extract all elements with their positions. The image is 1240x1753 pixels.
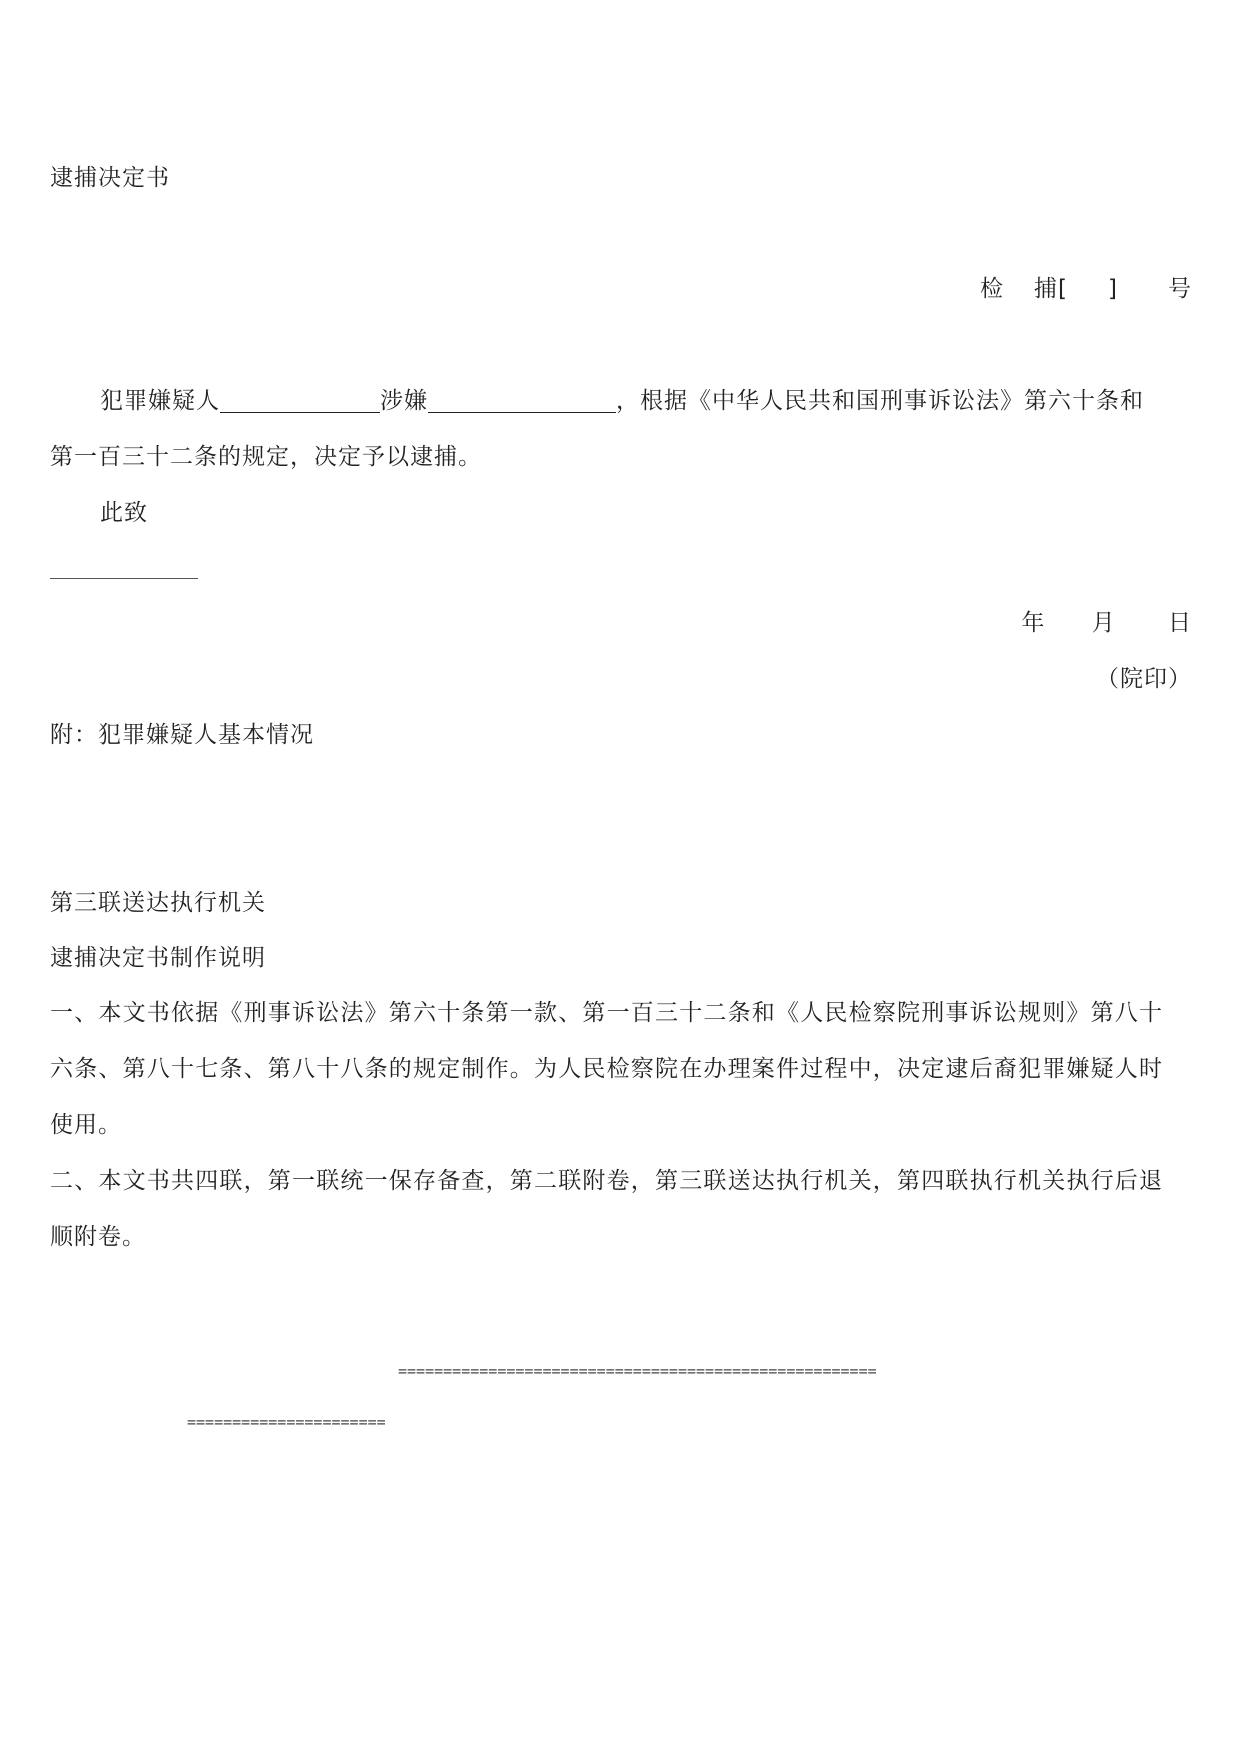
separator-line-2: ====================== [187, 1413, 386, 1431]
suspect-label: 犯罪嫌疑人 [100, 388, 220, 414]
attachment-note: 附：犯罪嫌疑人基本情况 [50, 722, 314, 748]
instruction-item2-line2: 顺附卷。 [50, 1224, 146, 1250]
doc-number-bracket-close: ] [1108, 276, 1118, 302]
separator-line-1: ===================================================== [398, 1362, 877, 1380]
recipient-blank-line [50, 578, 198, 579]
date-line [1021, 612, 1192, 635]
suspect-name-blank [220, 390, 380, 413]
law-text: ，根据《中华人民共和国刑事诉讼法》第六十条和 [616, 388, 1144, 414]
doc-number-prefix: 检 [980, 276, 1005, 302]
charge-blank [428, 390, 616, 413]
doc-number-suffix: 号 [1168, 276, 1192, 302]
date-day: 日 [1168, 610, 1192, 636]
suspected-label: 涉嫌 [380, 388, 428, 414]
instruction-item1-line2: 六条、第八十七条、第八十八条的规定制作。为人民检察院在办理案件过程中，决定逮后裔犯罪嫌疑人时 [50, 1056, 1164, 1082]
document-number [980, 278, 1192, 301]
body-paragraph-line2: 第一百三十二条的规定，决定予以逮捕。 [50, 444, 482, 470]
instructions-title: 逮捕决定书制作说明 [50, 945, 266, 971]
body-paragraph-line1 [100, 390, 1144, 413]
instruction-item1-line3: 使用。 [50, 1112, 122, 1138]
copy-note: 第三联送达执行机关 [50, 890, 266, 916]
date-year: 年 [1021, 610, 1046, 636]
document-title: 逮捕决定书 [50, 165, 170, 191]
salutation: 此致 [100, 500, 148, 526]
seal-note: （院印） [1096, 666, 1192, 692]
date-month: 月 [1091, 610, 1116, 636]
doc-number-middle: 捕[ [1034, 276, 1069, 302]
instruction-item1-line1: 一、本文书依据《刑事诉讼法》第六十条第一款、第一百三十二条和《人民检察院刑事诉讼规则》第八十 [50, 1000, 1164, 1026]
instruction-item2-line1: 二、本文书共四联，第一联统一保存备查，第二联附卷，第三联送达执行机关，第四联执行机关执行后退 [50, 1168, 1164, 1194]
